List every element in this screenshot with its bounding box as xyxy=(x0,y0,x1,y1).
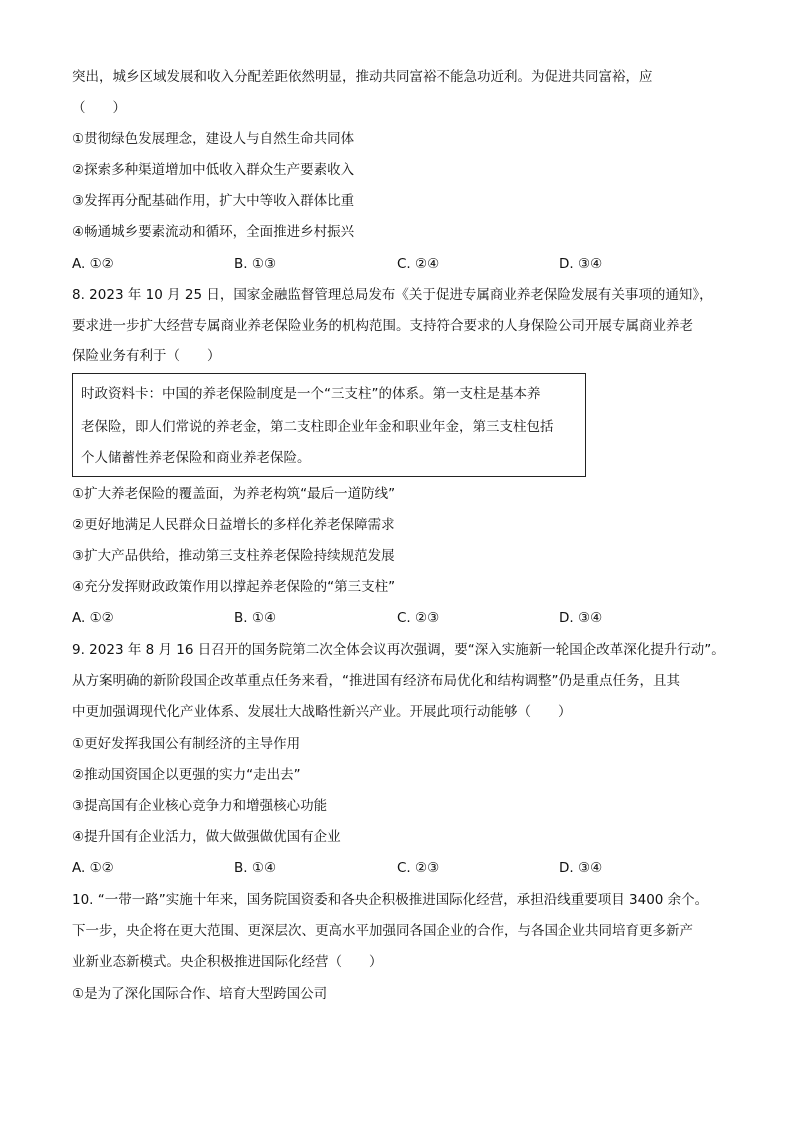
q8-stem-line-3: 保险业务有利于（ ） xyxy=(72,348,221,364)
q7-item-3: ③发挥再分配基础作用，扩大中等收入群体比重 xyxy=(72,193,355,209)
q8-option-c[interactable]: C. ②③ xyxy=(397,610,440,626)
q7-option-b[interactable]: B. ①③ xyxy=(234,256,277,272)
q9-item-4: ④提升国有企业活力，做大做强做优国有企业 xyxy=(72,829,341,845)
q9-options xyxy=(72,858,732,878)
q7-options xyxy=(72,254,732,274)
q9-stem-line-2: 从方案明确的新阶段国企改革重点任务来看，“推进国有经济布局优化和结构调整”仍是重点任务，且其 xyxy=(72,673,680,689)
q9-item-2: ②推动国资国企以更强的实力“走出去” xyxy=(72,767,301,783)
q7-item-2: ②探索多种渠道增加中低收入群众生产要素收入 xyxy=(72,162,355,178)
q8-card-line-1: 时政资料卡：中国的养老保险制度是一个“三支柱”的体系。第一支柱是基本养 xyxy=(81,386,541,402)
q8-card-line-3: 个人储蓄性养老保险和商业养老保险。 xyxy=(81,450,311,466)
q8-item-4: ④充分发挥财政政策作用以撑起养老保险的“第三支柱” xyxy=(72,579,396,595)
q7-option-d[interactable]: D. ③④ xyxy=(559,256,603,272)
q8-item-2: ②更好地满足人民群众日益增长的多样化养老保障需求 xyxy=(72,517,395,533)
q7-stem-tail: 突出，城乡区域发展和收入分配差距依然明显，推动共同富裕不能急功近利。为促进共同富裕，应 xyxy=(72,69,653,85)
q9-item-1: ①更好发挥我国公有制经济的主导作用 xyxy=(72,736,301,752)
q7-answer-blank: （ ） xyxy=(72,100,126,116)
q8-option-d[interactable]: D. ③④ xyxy=(559,610,603,626)
q8-stem-line-1: 8. 2023 年 10 月 25 日，国家金融监督管理总局发布《关于促进专属商业养老保险发展有关事项的通知》， xyxy=(72,287,713,303)
q8-item-1: ①扩大养老保险的覆盖面，为养老构筑“最后一道防线” xyxy=(72,486,396,502)
q9-option-d[interactable]: D. ③④ xyxy=(559,860,603,876)
q9-item-3: ③提高国有企业核心竞争力和增强核心功能 xyxy=(72,798,328,814)
q9-stem-line-1: 9. 2023 年 8 月 16 日召开的国务院第二次全体会议再次强调，要“深入实施新一轮国企改革深化提升行动”。 xyxy=(72,642,725,658)
q9-stem-line-3: 中更加强调现代化产业体系、发展壮大战略性新兴产业。开展此项行动能够（ ） xyxy=(72,704,572,720)
q8-card-line-2: 老保险，即人们常说的养老金，第二支柱即企业年金和职业年金，第三支柱包括 xyxy=(81,419,554,435)
q8-item-3: ③扩大产品供给，推动第三支柱养老保险持续规范发展 xyxy=(72,548,395,564)
q9-option-b[interactable]: B. ①④ xyxy=(234,860,277,876)
q10-stem-line-1: 10. “一带一路”实施十年来，国务院国资委和各央企积极推进国际化经营，承担沿线重要项目 3400 余个。 xyxy=(72,892,709,908)
q7-item-1: ①贯彻绿色发展理念，建设人与自然生命共同体 xyxy=(72,131,355,147)
q10-stem-line-2: 下一步，央企将在更大范围、更深层次、更高水平加强同各国企业的合作，与各国企业共同培育更多新产 xyxy=(72,923,693,939)
q8-info-card xyxy=(72,373,586,477)
q9-option-a[interactable]: A. ①② xyxy=(72,860,114,876)
q8-options xyxy=(72,608,732,628)
q8-stem-line-2: 要求进一步扩大经营专属商业养老保险业务的机构范围。支持符合要求的人身保险公司开展专属商业养老 xyxy=(72,318,693,334)
q7-item-4: ④畅通城乡要素流动和循环，全面推进乡村振兴 xyxy=(72,224,355,240)
q9-option-c[interactable]: C. ②③ xyxy=(397,860,440,876)
q10-item-1: ①是为了深化国际合作、培育大型跨国公司 xyxy=(72,986,328,1002)
q7-option-c[interactable]: C. ②④ xyxy=(397,256,440,272)
q7-option-a[interactable]: A. ①② xyxy=(72,256,114,272)
q10-stem-line-3: 业新业态新模式。央企积极推进国际化经营（ ） xyxy=(72,954,383,970)
q8-option-a[interactable]: A. ①② xyxy=(72,610,114,626)
q8-option-b[interactable]: B. ①④ xyxy=(234,610,277,626)
